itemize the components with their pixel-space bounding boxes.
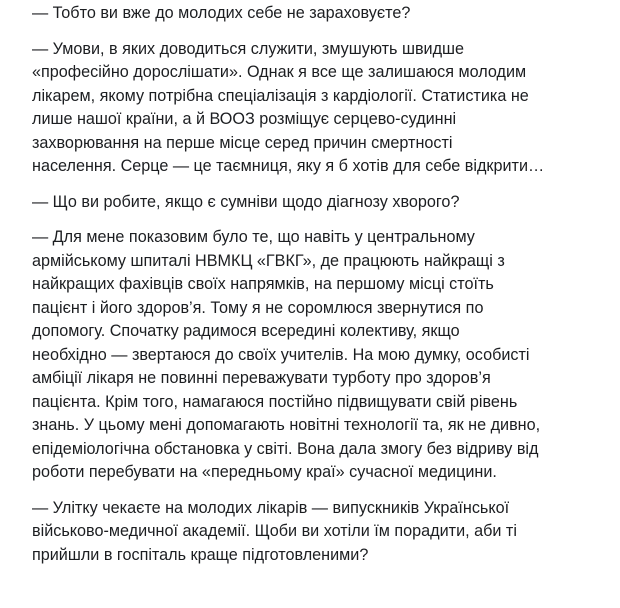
text-line: захворювання на перше місце серед причин смертності bbox=[32, 133, 453, 152]
text-line: військово-медичної академії. Щоби ви хотіли їм порадити, аби ті bbox=[32, 522, 517, 540]
text-line: — Улітку чекаєте на молодих лікарів — випускників Української bbox=[32, 498, 510, 517]
text-line: армійському шпиталі НВМКЦ «ГВКГ», де працюють найкращі з bbox=[32, 251, 505, 270]
answer-paragraph bbox=[32, 38, 610, 179]
text-line: роботи перебувати на «передньому краї» сучасної медицини. bbox=[32, 463, 497, 481]
answer-paragraph bbox=[32, 226, 610, 485]
text-line: — Що ви робите, якщо є сумніви щодо діагнозу хворого? bbox=[32, 192, 460, 211]
question-paragraph bbox=[32, 2, 610, 26]
text-line: лише нашої країни, а й ВООЗ розміщує серцево-судинні bbox=[32, 110, 457, 128]
text-line: найкращих фахівців своїх напрямків, на першому місці стоїть bbox=[32, 275, 494, 293]
text-line: епідеміологічна обстановка у світі. Вона дала змогу без відриву від bbox=[32, 439, 539, 458]
question-paragraph bbox=[32, 497, 610, 568]
text-line: необхідно — звертаюся до своїх учителів. На мою думку, особисті bbox=[32, 345, 530, 364]
text-line: — Тобто ви вже до молодих себе не зараховуєте? bbox=[32, 4, 411, 22]
text-line: допомогу. Спочатку радимося всередині колективу, якщо bbox=[32, 322, 460, 340]
text-line: пацієнт і його здоров’я. Тому я не соромлюся звернутися по bbox=[32, 298, 484, 317]
text-line: амбіції лікаря не повинні переважувати турботу про здоров’я bbox=[32, 369, 491, 387]
text-line: населення. Серце — це таємниця, яку я б хотів для себе відкрити… bbox=[32, 157, 545, 175]
text-line: — Умови, в яких доводиться служити, змушують швидше bbox=[32, 39, 465, 58]
question-paragraph bbox=[32, 191, 610, 215]
text-line: лікарем, якому потрібна спеціалізація з кардіології. Статистика не bbox=[32, 86, 529, 105]
text-line: — Для мене показовим було те, що навіть у центральному bbox=[32, 228, 475, 246]
text-line: пацієнта. Крім того, намагаюся постійно підвищувати свій рівень bbox=[32, 392, 518, 411]
text-line: прийшли в госпіталь краще підготовленими? bbox=[32, 545, 369, 564]
text-line: «професійно дорослішати». Однак я все ще залишаюся молодим bbox=[32, 63, 527, 81]
text-line: знань. У цьому мені допомагають новітні технології та, як не дивно, bbox=[32, 416, 541, 434]
